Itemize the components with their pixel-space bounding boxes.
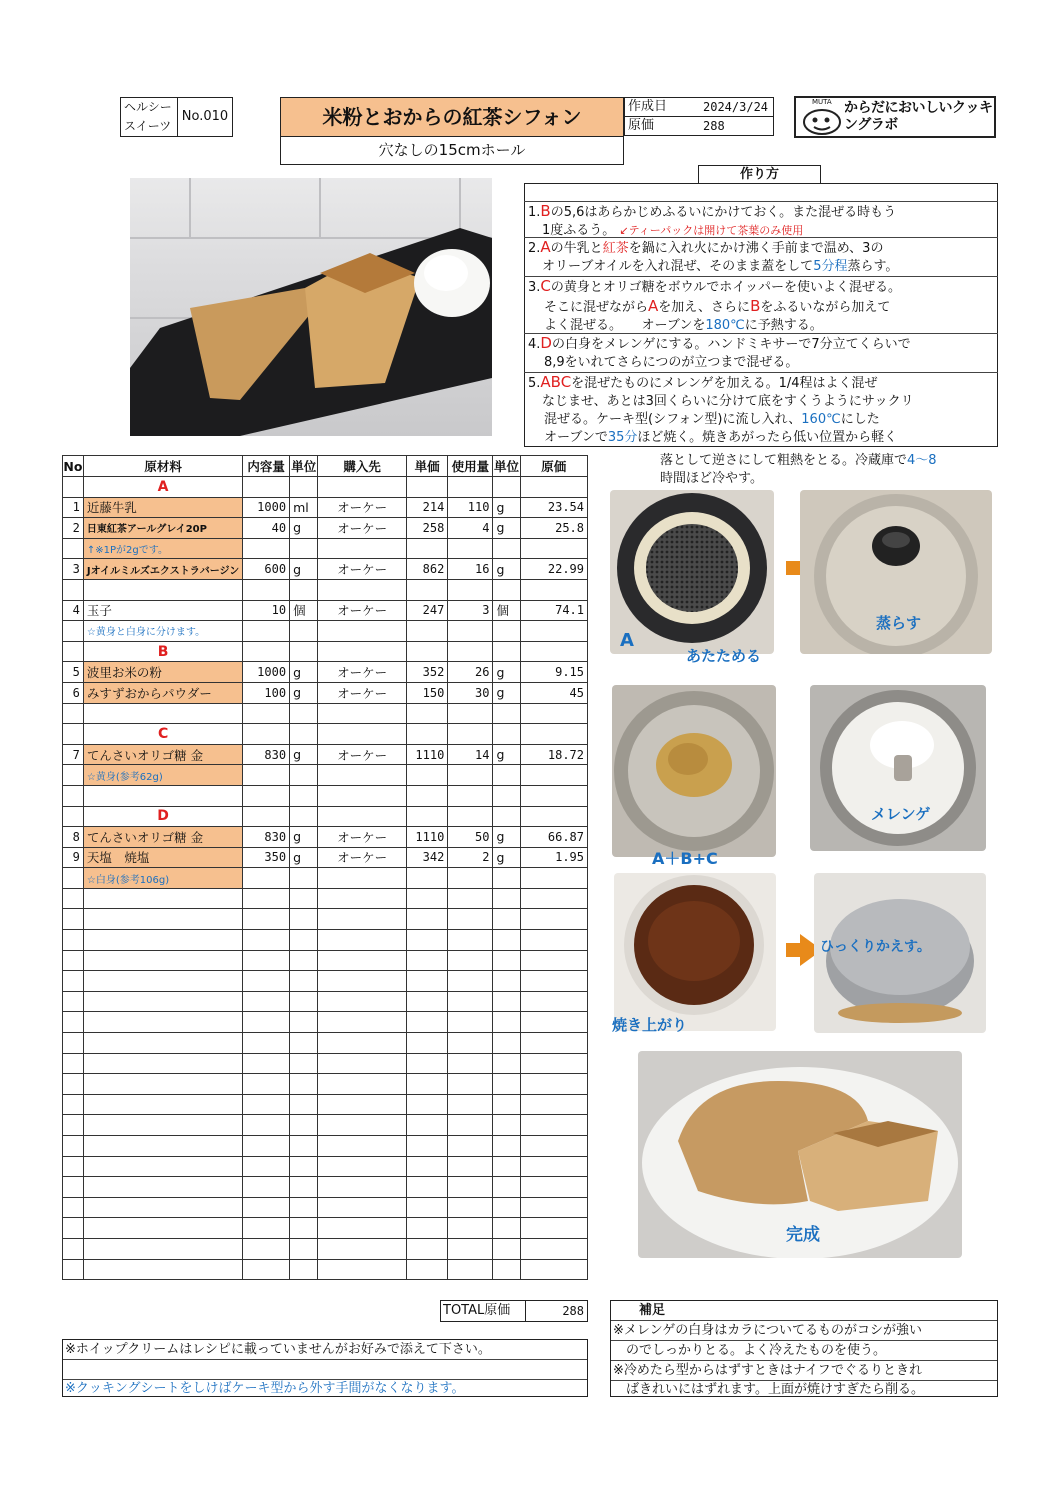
table-row [63,621,588,642]
ingredient-name: てんさいオリゴ糖 金 [83,744,242,765]
method-title: 作り方 [698,165,821,184]
table-row: 7 てんさいオリゴ糖 金 830 g オーケー 1110 14 g 18.72 [63,744,588,765]
table-row [63,1218,588,1239]
row-number: 8 [63,827,84,848]
photo-meringue [810,685,986,851]
table-row [63,971,588,992]
table-row [63,724,588,745]
caption-baked: 焼き上がり [612,1016,688,1034]
section-label: C [83,724,242,745]
category-line1: ヘルシー [124,100,172,114]
table-row: 2 日東紅茶アールグレイ20P 40 g オーケー 258 4 g 25.8 [63,518,588,539]
table-row [63,1156,588,1177]
ingredient-table [62,455,588,1280]
table-row: 8 てんさいオリゴ糖 金 830 g オーケー 1110 50 g 66.87 [63,827,588,848]
shop-name: オーケー [318,682,407,703]
row-cost: 45 [520,682,587,703]
method-step-5-continued: 落として逆さにして粗熱をとる。冷蔵庫で4～8 時間ほど冷やす。 [660,453,937,486]
section-label: A [83,477,242,498]
table-row [63,888,588,909]
row-cost: 18.72 [520,744,587,765]
ingredient-name: 波里お米の粉 [83,662,242,683]
table-row: 3 Jオイルミルズエクストラバージン 600 g オーケー 862 16 g 22.99 [63,559,588,580]
row-cost: 23.54 [520,497,587,518]
caption-abc: A＋B+C [652,849,718,868]
shop-name: オーケー [318,662,407,683]
note-whip: ※ホイップクリームはレシピに載っていませんがお好みで添えて下さい。 [63,1340,587,1360]
table-row [63,538,588,559]
row-number: 6 [63,682,84,703]
table-row [63,703,588,724]
recipe-subtitle: 穴なしの15cmホール [280,136,624,165]
ingredient-name: 天塩 焼塩 [83,847,242,868]
row-number: 1 [63,497,84,518]
caption-done: 完成 [786,1225,820,1245]
row-cost: 9.15 [520,662,587,683]
row-cost: 74.1 [520,600,587,621]
recipe-number: No.010 [177,97,233,137]
method-step-2: 2.Aの牛乳と紅茶を鍋に入れ火にかけ沸く手前まで温め、3の オリーブオイルを入れ混ぜ、そのまま蓋をして5分程蒸らす。 [524,238,998,277]
shop-name: オーケー [318,847,407,868]
ingredient-name: 近藤牛乳 [83,497,242,518]
table-row [63,1136,588,1157]
method-step-1: 1.Bの5,6はあらかじめふるいにかけておく。また混ぜる時もう 1度ふるう。 ↙ティーパックは開けて茶葉のみ使用 [524,202,998,238]
table-row [63,1074,588,1095]
table-row [63,579,588,600]
row-cost: 1.95 [520,847,587,868]
supplement-box: 補足 ※メレンゲの白身はカラについてるものがコシが強い のでしっかりとる。よく冷えたものを使う。 ※冷めたら型からはずすときはナイフでぐるりときれ ばきれいにはずれます。上面が焼けすぎたら削る。 [610,1300,998,1397]
method-step-4: 4.Dの白身をメレンゲにする。ハンドミキサーで7分立てくらいで 8,9をいれてさらにつのが立つまで混ぜる。 [524,334,998,373]
row-cost: 66.87 [520,827,587,848]
method-step-5: 5.ABCを混ぜたものにメレンゲを加える。1/4程はよく混ぜ なじませ、あとは3回くらいに分けて底をすくうようにサックリ 混ぜる。ケーキ型(シフォン型)に流し入れ、160℃にした オーブンで35分ほど焼く。焼きあがったら低い位置から軽く [528,373,914,445]
table-row [63,806,588,827]
row-number: 4 [63,600,84,621]
shop-name: オーケー [318,827,407,848]
row-number: 7 [63,744,84,765]
table-row [63,930,588,951]
total-label: TOTAL原価 [440,1300,526,1322]
table-row: 5 波里お米の粉 1000 g オーケー 352 26 g 9.15 [63,662,588,683]
row-number: 9 [63,847,84,868]
table-row [63,950,588,971]
recipe-title: 米粉とおからの紅茶シフォン [280,97,624,137]
ingredient-rows [63,477,588,1280]
ingredient-name: 日東紅茶アールグレイ20P [83,518,242,539]
table-row [63,1094,588,1115]
ingredient-note: ☆黄身(参考62g) [83,765,242,786]
ingredient-name: 玉子 [83,600,242,621]
table-header: No 原材料 内容量 単位 購入先 単価 使用量 単位 原価 [63,456,588,477]
logo [794,96,996,138]
created-value: 2024/3/24 [703,100,769,114]
table-row [63,1115,588,1136]
caption-warm: あたためる [686,647,762,665]
table-row [63,1012,588,1033]
cost-box [624,116,774,136]
note-sheet: ※クッキングシートをしけばケーキ型から外す手間がなくなります。 [65,1381,465,1396]
photo-warm-pan [610,490,774,654]
logo-small: MUTA [812,98,832,106]
method-step-3: 3.Cの黄身とオリゴ糖をボウルでホイッパーを使いよく混ぜる。 そこに混ぜながらAを加え、さらにBをふるいながら加えて よく混ぜる。 オーブンを180℃に予熱する。 [524,277,998,334]
table-row [63,1053,588,1074]
notes-left [62,1339,588,1397]
cost-value: 288 [703,119,725,133]
table-row [63,1177,588,1198]
table-row [63,1197,588,1218]
ingredient-name: Jオイルミルズエクストラバージン [83,559,242,580]
photo-baked [614,873,776,1031]
ingredient-name: てんさいオリゴ糖 金 [83,827,242,848]
table-row: 9 天塩 焼塩 350 g オーケー 342 2 g 1.95 [63,847,588,868]
table-row [63,1259,588,1280]
section-label: B [83,641,242,662]
table-row [63,1033,588,1054]
row-number: 2 [63,518,84,539]
category-box [120,97,178,137]
table-row [63,868,588,889]
ingredient-note: ☆白身(参考106g) [83,868,242,889]
row-cost: 25.8 [520,518,587,539]
table-row [63,785,588,806]
table-row: 1 近藤牛乳 1000 ml オーケー 214 110 g 23.54 [63,497,588,518]
row-number: 3 [63,559,84,580]
category-line2: スイーツ [124,119,172,133]
shop-name: オーケー [318,518,407,539]
supplement-title: 補足 [611,1301,997,1321]
logo-text: からだにおいしいクッキングラボ [844,100,993,133]
row-cost: 22.99 [520,559,587,580]
table-row [63,909,588,930]
table-row [63,477,588,498]
created-label: 作成日 [628,99,668,114]
created-box [624,97,774,117]
row-number: 5 [63,662,84,683]
table-row: 6 みすずおからパウダー 100 g オーケー 150 30 g 45 [63,682,588,703]
section-label: D [83,806,242,827]
photo-abc-bowl [612,685,776,857]
caption-a: A [620,630,634,651]
shop-name: オーケー [318,744,407,765]
ingredient-note: ↑※1Pが2gです。 [83,538,242,559]
shop-name: オーケー [318,600,407,621]
cost-label: 原価 [628,118,655,133]
table-row: 4 玉子 10 個 オーケー 247 3 個 74.1 [63,600,588,621]
ingredient-note: ☆黄身と白身に分けます。 [83,621,242,642]
ingredient-name: みすずおからパウダー [83,682,242,703]
total-value: 288 [525,1300,588,1322]
table-row [63,991,588,1012]
caption-meringue: メレンゲ [871,805,931,823]
table-row [63,765,588,786]
shop-name: オーケー [318,497,407,518]
hero-cake-photo [130,178,492,436]
table-row [63,641,588,662]
caption-steam: 蒸らす [876,614,922,632]
caption-flip: ひっくりかえす。 [820,939,931,955]
table-row [63,1238,588,1259]
shop-name: オーケー [318,559,407,580]
